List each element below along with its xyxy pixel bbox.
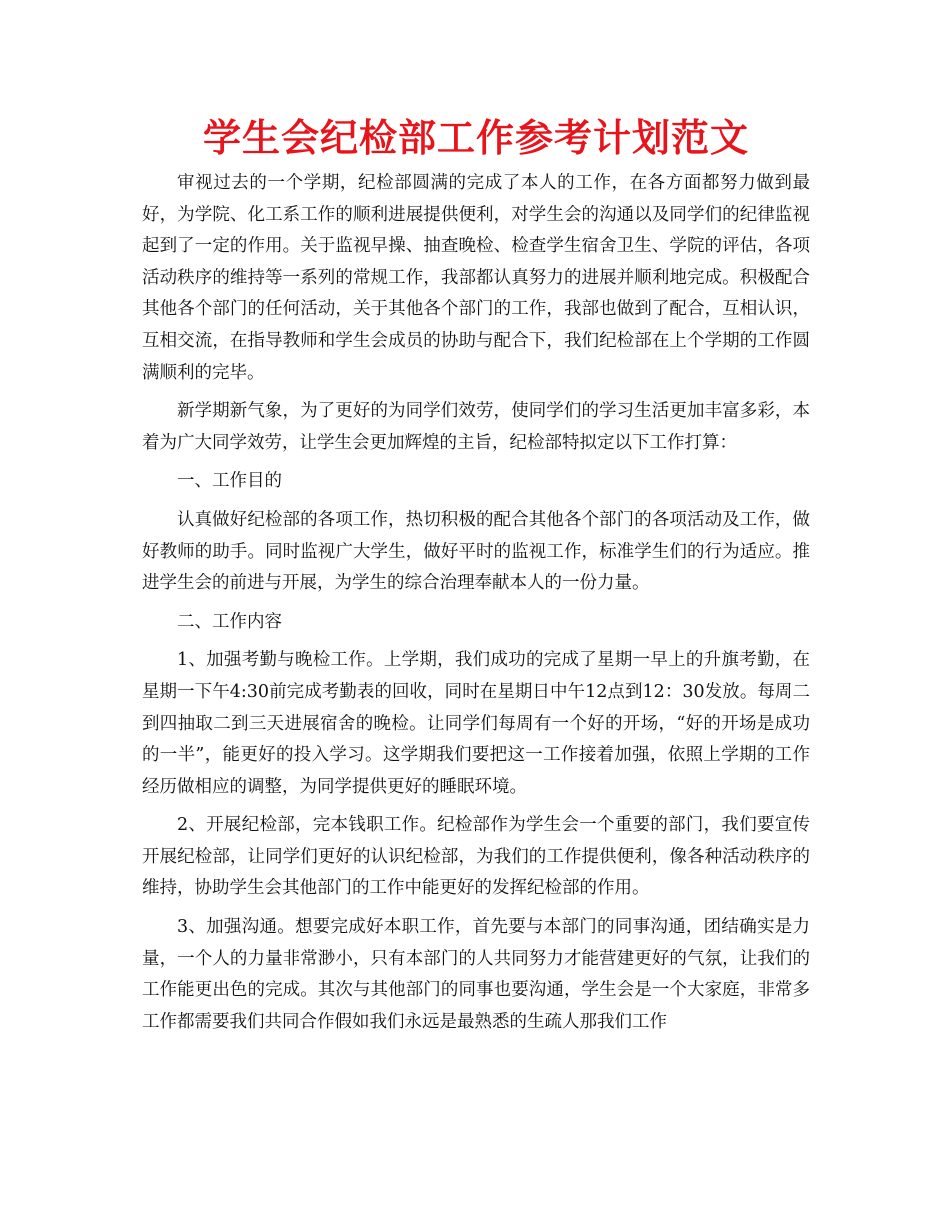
paragraph-intro: 审视过去的一个学期，纪检部圆满的完成了本人的工作，在各方面都努力做到最好，为学院、化工系工作的顺利进展提供便利，对学生会的沟通以及同学们的纪律监视起到了一定的作用。关于监视早操、抽查晚检、检查学生宿舍卫生、学院的评估，各项活动秩序的维持等一系列的常规工作，我部都认真努力的进展并顺利地完成。积极配合其他各个部门的任何活动，关于其他各个部门的工作，我部也做到了配合，互相认识，互相交流，在指导教师和学生会成员的协助与配合下，我们纪检部在上个学期的工作圆满顺利的完毕。 [142,173,810,383]
paragraph-goal: 认真做好纪检部的各项工作，热切积极的配合其他各个部门的各项活动及工作，做好教师的助手。同时监视广大学生，做好平时的监视工作，标准学生们的行为适应。推进学生会的前进与开展，为学生的综合治理奉献本人的一份力量。 [142,509,810,594]
paragraph-item-3: 3、加强沟通。想要完成好本职工作，首先要与本部门的同事沟通，团结确实是力量，一个人的力量非常渺小，只有本部门的人共同努力才能营建更好的气氛，让我们的工作能更出色的完成。其次与其他部门的同事也要沟通，学生会是一个大家庭，非常多工作都需要我们共同合作假如我们永远是最熟悉的生疏人那我们工作 [142,917,810,1032]
paragraph-item-2: 2、开展纪检部，完本钱职工作。纪检部作为学生会一个重要的部门，我们要宣传开展纪检部，让同学们更好的认识纪检部，为我们的工作提供便利，像各种活动秩序的维持，协助学生会其他部门的工作中能更好的发挥纪检部的作用。 [142,815,810,899]
paragraph-new-semester: 新学期新气象，为了更好的为同学们效劳，使同学们的学习生活更加丰富多彩，本着为广大同学效劳，让学生会更加辉煌的主旨，纪检部特拟定以下工作打算： [142,401,810,453]
document-page [142,112,810,1038]
section-heading-goal: 一、工作目的 [177,471,282,492]
paragraph-item-1: 1、加强考勤与晚检工作。上学期，我们成功的完成了星期一早上的升旗考勤，在星期一下午4:30前完成考勤表的回收，同时在星期日中午12点到12：30发放。每周二到四抽取二到三天进展宿舍的晚检。让同学们每周有一个好的开场，“好的开场是成功的一半”，能更好的投入学习。这学期我们要把这一工作接着加强，依照上学期的工作经历做相应的调整，为同学提供更好的睡眠环境。 [142,650,810,797]
document-title: 学生会纪检部工作参考计划范文 [202,116,749,160]
section-heading-content: 二、工作内容 [177,611,282,632]
